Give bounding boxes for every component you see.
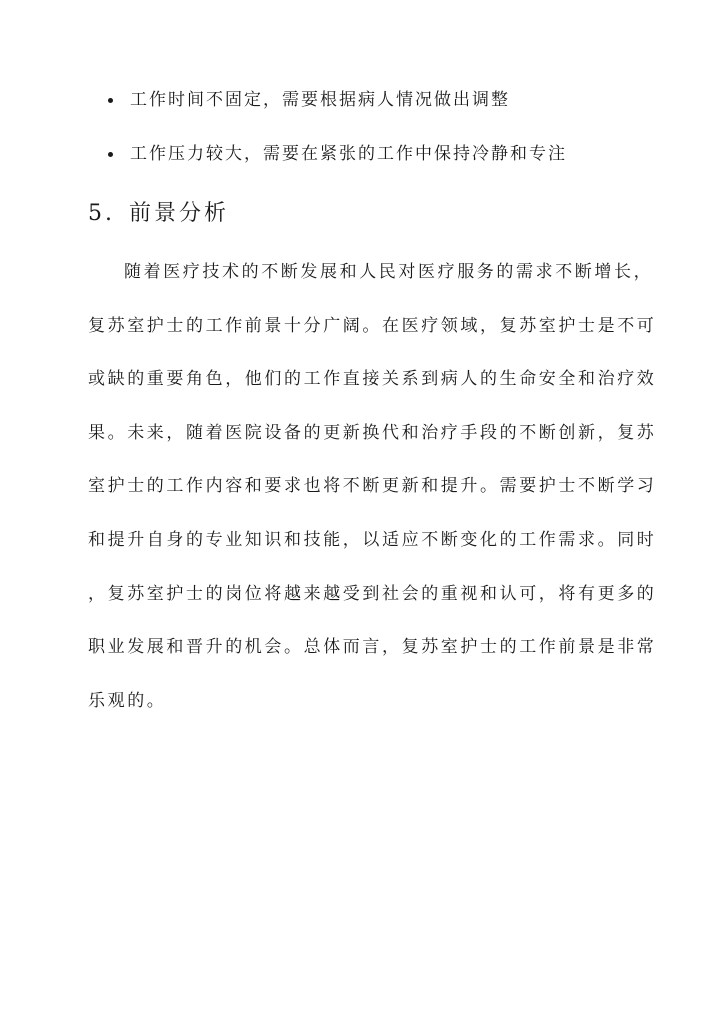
section-number: 5. [88, 201, 115, 226]
paragraph-line: 果。未来，随着医院设备的更新换代和治疗手段的不断创新，复苏 [88, 422, 657, 443]
paragraph-line: 室护士的工作内容和要求也将不断更新和提升。需要护士不断学习 [88, 476, 657, 497]
paragraph-line: 和提升自身的专业知识和技能，以适应不断变化的工作需求。同时 [88, 529, 657, 550]
bullet-list [108, 86, 567, 194]
paragraph-line: 职业发展和晋升的机会。总体而言，复苏室护士的工作前景是非常 [88, 637, 657, 658]
bullet-dot-icon [108, 152, 113, 157]
bullet-item [108, 86, 567, 114]
paragraph-line: 乐观的。 [88, 690, 167, 711]
bullet-text: 工作时间不固定，需要根据病人情况做出调整 [130, 90, 510, 110]
bullet-text: 工作压力较大，需要在紧张的工作中保持冷静和专注 [130, 144, 567, 164]
paragraph-line: ，复苏室护士的岗位将越来越受到社会的重视和认可，将有更多的 [88, 583, 657, 604]
paragraph-line: 复苏室护士的工作前景十分广阔。在医疗领域，复苏室护士是不可 [88, 315, 657, 336]
paragraph-body [88, 259, 657, 741]
bullet-dot-icon [108, 98, 113, 103]
paragraph-line: 或缺的重要角色，他们的工作直接关系到病人的生命安全和治疗效 [88, 369, 657, 390]
bullet-item [108, 140, 567, 168]
section-heading [88, 196, 229, 232]
section-title: 前景分析 [129, 201, 230, 226]
paragraph-line: 随着医疗技术的不断发展和人民对医疗服务的需求不断增长， [124, 262, 654, 282]
